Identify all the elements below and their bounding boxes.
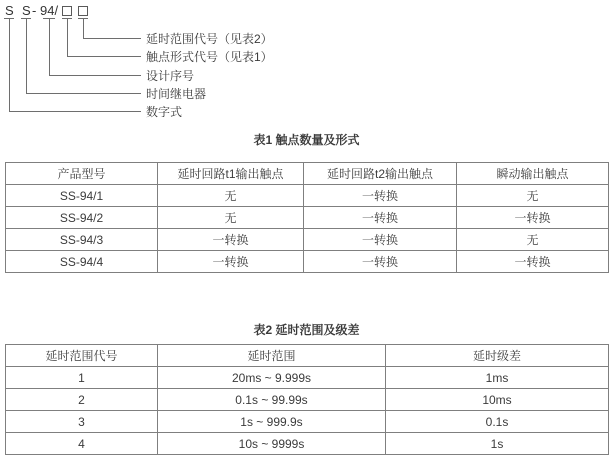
label-contact-form-code: 触点形式代号（见表1） [146, 50, 273, 64]
model-char-series: 94/ [40, 3, 59, 18]
label-design-serial: 设计序号 [146, 69, 195, 83]
table-row [6, 411, 609, 433]
table-row [6, 367, 609, 389]
delay-range-table [5, 344, 609, 455]
cell-product-model: SS-94/4 [6, 251, 158, 273]
label-time-relay: 时间继电器 [146, 87, 207, 101]
model-char-s1: S [5, 3, 14, 18]
cell-delay-range: 20ms ~ 9.999s [158, 367, 386, 389]
cell-t2-contact: 一转换 [304, 207, 457, 229]
column-header: 延时回路t2输出触点 [304, 163, 457, 185]
table-header-row [6, 163, 609, 185]
column-header: 延时范围 [158, 345, 386, 367]
table-row [6, 433, 609, 455]
cell-t1-contact: 一转换 [158, 251, 304, 273]
leader-line-digit-type [9, 18, 141, 112]
cell-instant-contact: 一转换 [457, 207, 609, 229]
table1-title: 表1 触点数量及形式 [253, 133, 360, 147]
cell-instant-contact: 一转换 [457, 251, 609, 273]
cell-range-code: 1 [6, 367, 158, 389]
cell-t1-contact: 一转换 [158, 229, 304, 251]
cell-product-model: SS-94/2 [6, 207, 158, 229]
cell-range-code: 4 [6, 433, 158, 455]
cell-instant-contact: 无 [457, 185, 609, 207]
label-delay-range-code: 延时范围代号（见表2） [146, 32, 273, 46]
placeholder-box-icon [62, 6, 72, 16]
placeholder-box-icon [78, 6, 88, 16]
cell-delay-range: 0.1s ~ 99.99s [158, 389, 386, 411]
cell-product-model: SS-94/1 [6, 185, 158, 207]
table-row [6, 185, 609, 207]
cell-delay-step: 1s [386, 433, 609, 455]
cell-delay-range: 1s ~ 999.9s [158, 411, 386, 433]
column-header: 瞬动输出触点 [457, 163, 609, 185]
cell-delay-step: 0.1s [386, 411, 609, 433]
table-row [6, 207, 609, 229]
cell-t2-contact: 一转换 [304, 229, 457, 251]
cell-range-code: 3 [6, 411, 158, 433]
table2-title: 表2 延时范围及级差 [253, 323, 360, 337]
column-header: 延时范围代号 [6, 345, 158, 367]
cell-t2-contact: 一转换 [304, 251, 457, 273]
cell-t1-contact: 无 [158, 207, 304, 229]
table-row [6, 251, 609, 273]
cell-t2-contact: 一转换 [304, 185, 457, 207]
cell-product-model: SS-94/3 [6, 229, 158, 251]
model-char-s2: S [22, 3, 31, 18]
table-row [6, 229, 609, 251]
table-row [6, 389, 609, 411]
column-header: 延时回路t1输出触点 [158, 163, 304, 185]
model-designation-diagram [0, 0, 614, 125]
contact-forms-table [5, 162, 609, 273]
column-header: 延时级差 [386, 345, 609, 367]
cell-delay-step: 1ms [386, 367, 609, 389]
column-header: 产品型号 [6, 163, 158, 185]
label-digit-type: 数字式 [146, 105, 183, 119]
cell-range-code: 2 [6, 389, 158, 411]
cell-instant-contact: 无 [457, 229, 609, 251]
cell-t1-contact: 无 [158, 185, 304, 207]
model-char-dash: - [32, 3, 37, 18]
cell-delay-range: 10s ~ 9999s [158, 433, 386, 455]
table-header-row [6, 345, 609, 367]
cell-delay-step: 10ms [386, 389, 609, 411]
